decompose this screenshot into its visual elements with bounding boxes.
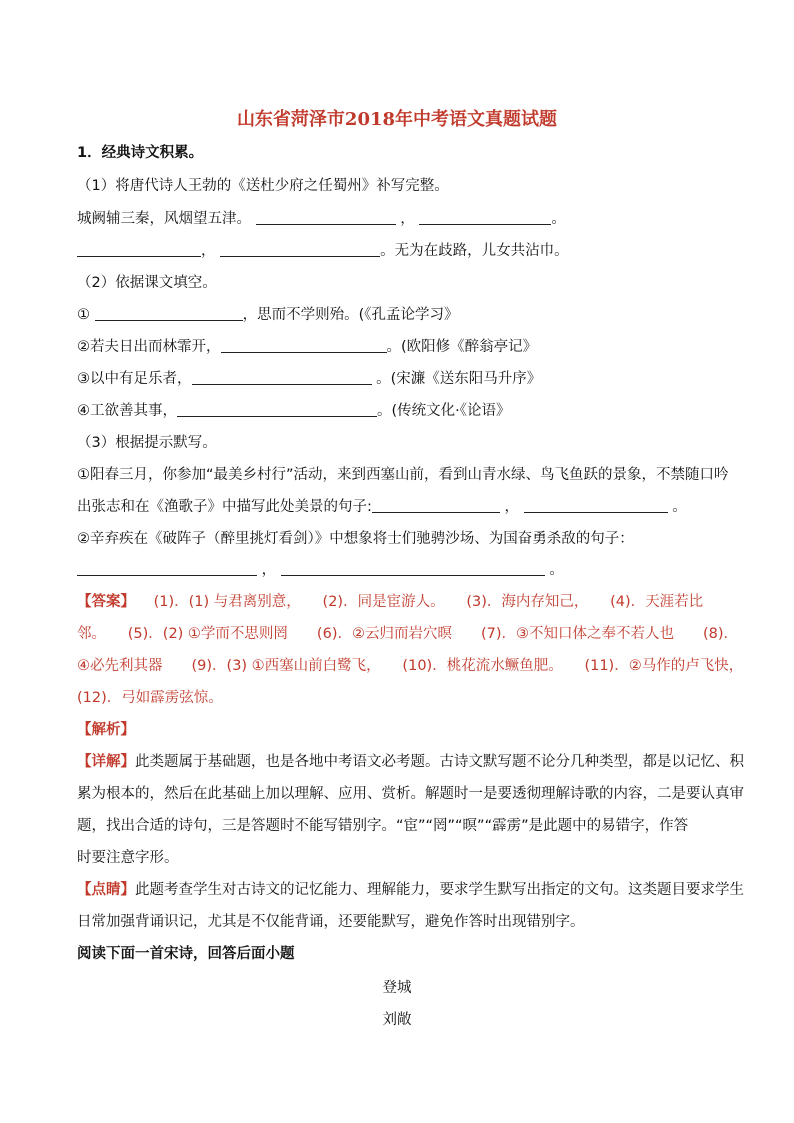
text: 此类题属于基础题，也是各地中考语文必考题。古诗文默写题不论分几种类型，都是以记忆、积: [135, 754, 744, 770]
text: ，: [400, 211, 415, 227]
text: 。: [549, 562, 564, 578]
answer-blank[interactable]: [95, 306, 243, 321]
part2-item-c: [77, 369, 541, 389]
answer-blank[interactable]: [192, 370, 372, 385]
part3-item-a-line1: ①阳春三月，你参加“最美乡村行”活动，来到西塞山前，看到山青水绿、鸟飞鱼跃的景象，不禁随口吟: [77, 467, 729, 483]
text: ，: [201, 243, 216, 259]
answer-line4: (12)．弓如霹雳弦惊。: [77, 690, 223, 706]
page-title: 山东省菏泽市2018年中考语文真题试题: [236, 109, 558, 130]
part3-item-b-line1: ②辛弃疾在《破阵子（醉里挑灯看剑）》中想象将士们驰骋沙场、为国奋勇杀敌的句子：: [77, 531, 634, 547]
text: 。(欧阳修《醉翁亭记》: [386, 339, 538, 355]
detail-label: 【详解】: [77, 754, 135, 770]
part2-item-a: [77, 305, 459, 325]
answer-line2: 邻。 (5)．(2) ①学而不思则罔 (6)．②云归而岩穴暝 (7)．③不知口体之奉不若人也 (8)．: [77, 626, 739, 642]
part1-line1: [77, 209, 566, 229]
poem-author: 刘敞: [382, 1012, 412, 1028]
text: ①: [77, 307, 90, 323]
answer-blank[interactable]: [77, 242, 201, 257]
text: 。(传统文化·《论语》: [377, 403, 511, 419]
text: 此题考查学生对古诗文的记忆能力、理解能力，要求学生默写出指定的文句。这类题目要求学生: [135, 882, 744, 898]
answer-blank[interactable]: [77, 561, 257, 576]
answer-blank[interactable]: [372, 498, 500, 513]
answer-blank[interactable]: [256, 210, 396, 225]
text: 。: [551, 211, 566, 227]
text: 。无为在歧路，儿女共沾巾。: [380, 243, 569, 259]
answer-blank[interactable]: [281, 561, 545, 576]
tip-label: 【点睛】: [77, 882, 135, 898]
text: ②若夫日出而林霏开，: [77, 339, 221, 355]
answer-line3: ④必先利其器 (9)．(3) ①西塞山前白鹭飞， (10)．桃花流水鳜鱼肥。 (11)．②马作的卢飞快，: [77, 658, 744, 674]
tip-line2: 日常加强背诵识记，尤其是不仅能背诵，还要能默写，避免作答时出现错别字。: [77, 914, 585, 930]
part3-intro: （3）根据提示默写。: [77, 435, 217, 451]
answer-blank[interactable]: [221, 338, 387, 353]
detail-line4: 时要注意字形。: [77, 850, 179, 866]
detail-line2: 累为根本的，然后在此基础上加以理解、应用、赏析。解题时一是要透彻理解诗歌的内容，二是要认真审: [77, 786, 744, 802]
answer-blank[interactable]: [524, 498, 668, 513]
answer-blank[interactable]: [419, 210, 551, 225]
answer-label: 【答案】: [77, 594, 135, 610]
part1-intro: （1）将唐代诗人王勃的《送杜少府之任蜀州》补写完整。: [77, 178, 449, 194]
answer-text: (1)．(1) 与君离别意， (2)．同是宦游人。 (3)．海内存知己， (4)．天涯若比: [153, 594, 704, 610]
answer-blank[interactable]: [220, 242, 380, 257]
poem-title: 登城: [382, 980, 412, 996]
text: ③以中有足乐者，: [77, 371, 192, 387]
analysis-label: 【解析】: [77, 722, 135, 738]
text: ，: [261, 562, 277, 578]
text: 出张志和在《渔歌子》中描写此处美景的句子:: [77, 499, 372, 515]
text: ④工欲善其事，: [77, 403, 177, 419]
tip-line1: [77, 880, 744, 900]
text: 城阙辅三秦，风烟望五津。: [77, 211, 251, 227]
part2-item-d: [77, 401, 511, 421]
question-heading: 1．经典诗文积累。: [77, 145, 204, 161]
part3-item-a-line2: [77, 497, 687, 517]
part3-item-b-line2: [77, 560, 564, 580]
text: 。: [672, 499, 687, 515]
part2-item-b: [77, 337, 537, 357]
answer-blank[interactable]: [177, 402, 377, 417]
text: ，思而不学则殆。(《孔孟论学习》: [242, 307, 459, 323]
answer-line1: [77, 592, 703, 612]
detail-line3: 题，找出合适的诗句，三是答题时不能写错别字。“宦”“罔”“暝”“霹雳”是此题中的易错字，作答: [77, 818, 689, 834]
part1-line2: [77, 241, 569, 261]
text: 。(宋濂《送东阳马升序》: [376, 371, 542, 387]
reading-heading: 阅读下面一首宋诗，回答后面小题: [77, 946, 295, 962]
detail-line1: [77, 752, 744, 772]
text: ，: [504, 499, 519, 515]
part2-intro: （2）依据课文填空。: [77, 275, 217, 291]
